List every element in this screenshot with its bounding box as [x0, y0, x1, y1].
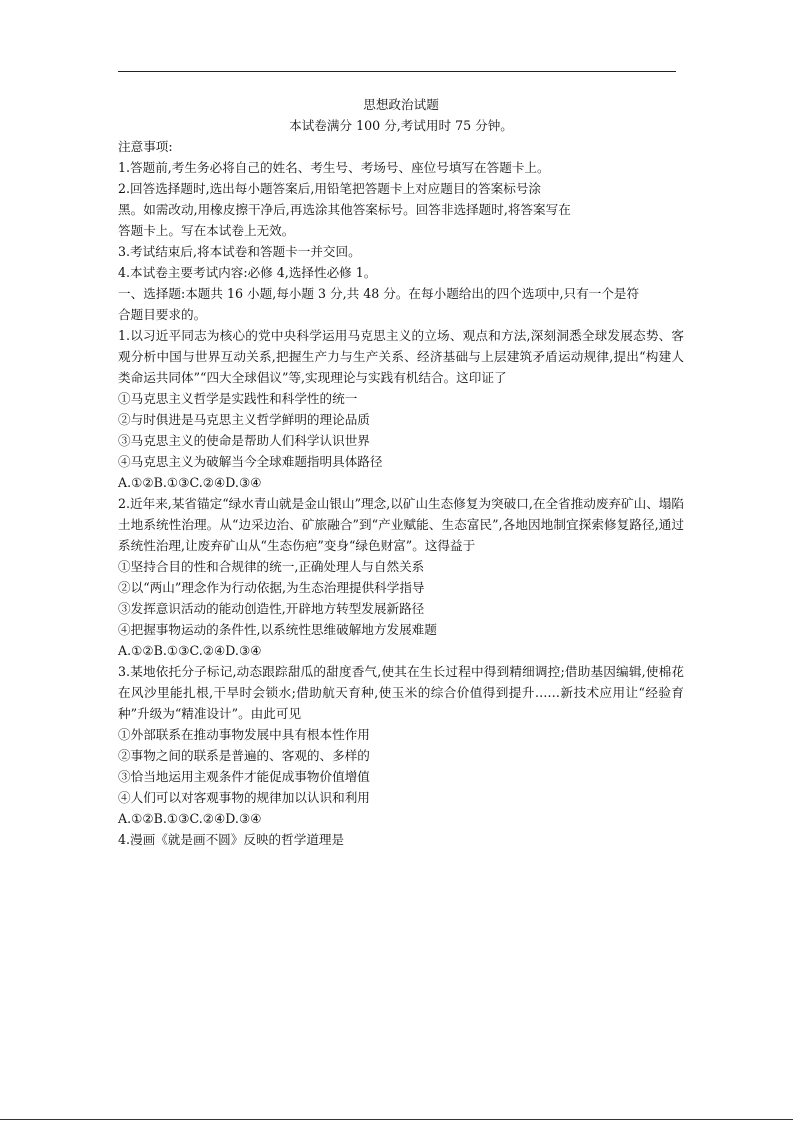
notice-heading: 注意事项:	[118, 139, 173, 154]
statement-item: ①坚持合目的性和合规律的统一,正确处理人与自然关系	[118, 559, 425, 574]
section-heading: 一、选择题:本题共 16 小题,每小题 3 分,共 48 分。在每小题给出的四个选项中,只有一个是符	[118, 286, 640, 301]
top-rule	[118, 71, 676, 72]
statement-item: ②与时俱进是马克思主义哲学鲜明的理论品质	[118, 412, 370, 427]
question-3	[118, 661, 684, 829]
notice-line: 4.本试卷主要考试内容:必修 4,选择性必修 1。	[118, 265, 377, 280]
question-stem: 3.某地依托分子标记,动态跟踪甜瓜的甜度香气,使其在生长过程中得到精细调控;借助基因编辑,使棉花在风沙里能扎根,干旱时会锁水;借助航天育种,使玉米的综合价值得到提升……新技术应用让“经验育种”升级为“精准设计”。由此可见	[118, 664, 684, 721]
statement-item: ④马克思主义为破解当今全球难题指明具体路径	[118, 454, 383, 469]
bottom-rule	[0, 1119, 793, 1120]
statement-item: ③恰当地运用主观条件才能促成事物价值增值	[118, 769, 370, 784]
statement-item: ④人们可以对客观事物的规律加以认识和利用	[118, 790, 370, 805]
exam-title: 思想政治试题	[363, 97, 439, 112]
answer-choices: A.①②B.①③C.②④D.③④	[118, 811, 262, 826]
statement-item: ②以“两山”理念作为行动依据,为生态治理提供科学指导	[118, 580, 425, 595]
question-stem: 1.以习近平同志为核心的党中央科学运用马克思主义的立场、观点和方法,深刻洞悉全球发展态势、客观分析中国与世界互动关系,把握生产力与生产关系、经济基础与上层建筑矛盾运动规律,提出“构建人类命运共同体”“四大全球倡议”等,实现理论与实践有机结合。这印证了	[118, 328, 684, 385]
statement-item: ②事物之间的联系是普遍的、客观的、多样的	[118, 748, 370, 763]
question-stem: 4.漫画《就是画不圆》反映的哲学道理是	[118, 832, 345, 847]
section-heading: 合题目要求的。	[118, 307, 207, 322]
document-body	[118, 94, 684, 850]
statement-item: ③发挥意识活动的能动创造性,开辟地方转型发展新路径	[118, 601, 425, 616]
statement-item: ①外部联系在推动事物发展中具有根本性作用	[118, 727, 370, 742]
answer-choices: A.①②B.①③C.②④D.③④	[118, 643, 262, 658]
exam-subtitle: 本试卷满分 100 分,考试用时 75 分钟。	[289, 118, 513, 133]
question-stem: 2.近年来,某省锚定“绿水青山就是金山银山”理念,以矿山生态修复为突破口,在全省推动废弃矿山、塌陷土地系统性治理。从“边采边治、矿旅融合”到“产业赋能、生态富民”,各地因地制宜探索修复路径,通过系统性治理,让废弃矿山从“生态伤疤”变身“绿色财富”。这得益于	[118, 496, 684, 553]
answer-choices: A.①②B.①③C.②④D.③④	[118, 475, 262, 490]
notice-line: 1.答题前,考生务必将自己的姓名、考生号、考场号、座位号填写在答题卡上。	[118, 160, 550, 175]
notice-line: 答题卡上。写在本试卷上无效。	[118, 223, 295, 238]
statement-item: ①马克思主义哲学是实践性和科学性的统一	[118, 391, 358, 406]
question-1	[118, 325, 684, 493]
statement-item: ④把握事物运动的条件性,以系统性思维破解地方发展难题	[118, 622, 437, 637]
notice-line: 3.考试结束后,将本试卷和答题卡一并交回。	[118, 244, 361, 259]
notice-line: 2.回答选择题时,选出每小题答案后,用铅笔把答题卡上对应题目的答案标号涂	[118, 181, 542, 196]
question-2	[118, 493, 684, 661]
notice-line: 黑。如需改动,用橡皮擦干净后,再选涂其他答案标号。回答非选择题时,将答案写在	[118, 202, 571, 217]
statement-item: ③马克思主义的使命是帮助人们科学认识世界	[118, 433, 370, 448]
question-4	[118, 829, 684, 850]
